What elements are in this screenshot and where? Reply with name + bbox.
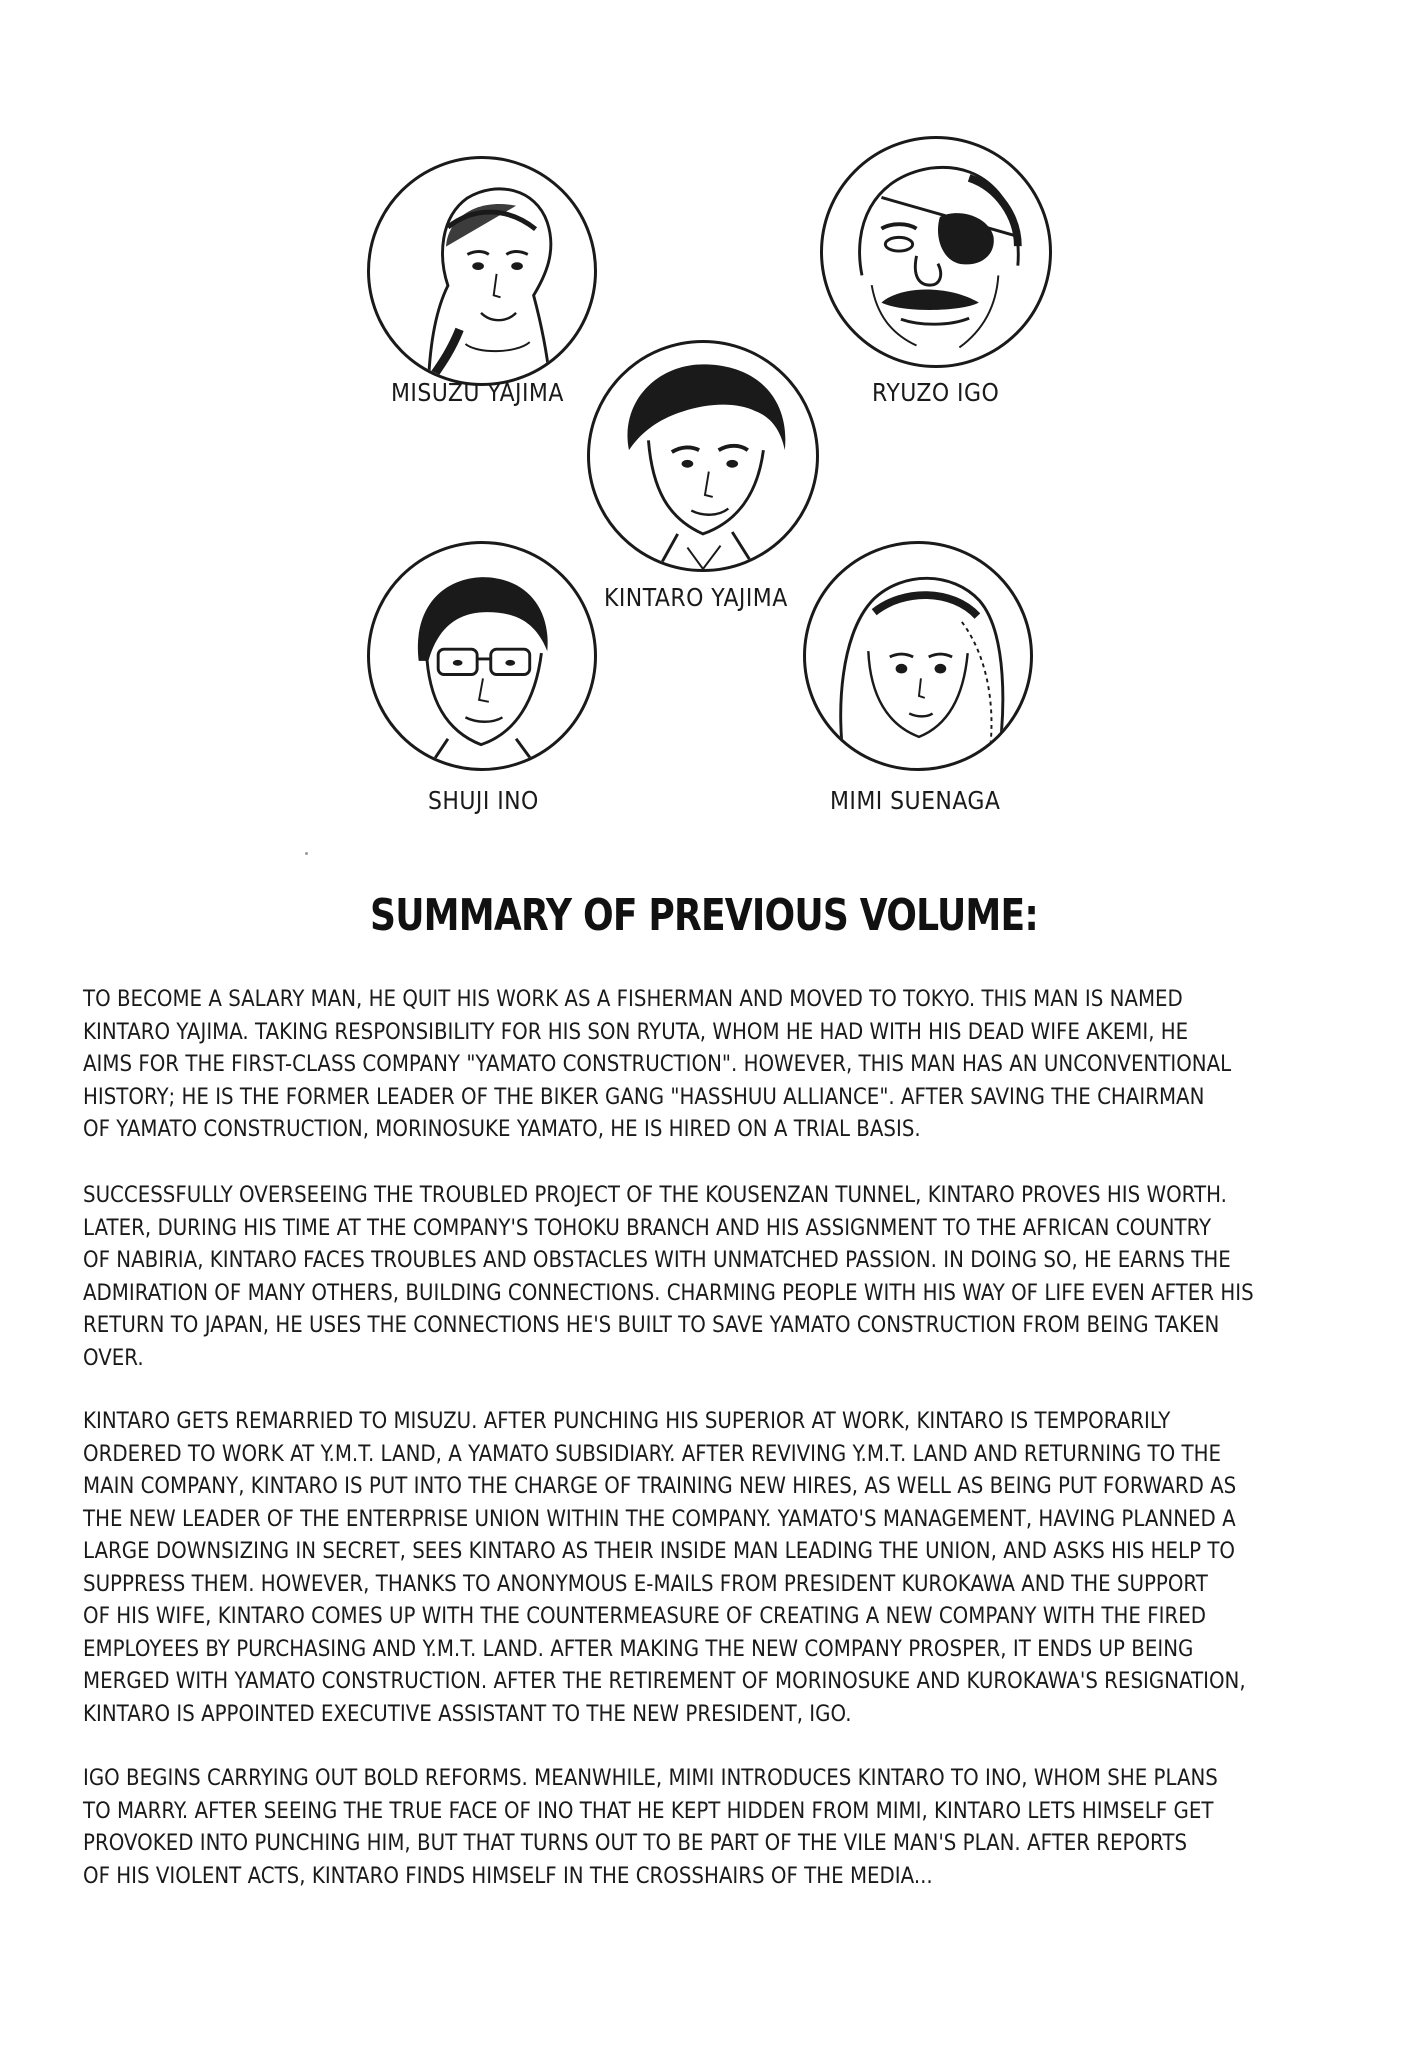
misuzu-yajima-portrait xyxy=(367,156,597,386)
summary-heading: SUMMARY OF PREVIOUS VOLUME: xyxy=(370,890,1038,941)
summary-line: THE NEW LEADER OF THE ENTERPRISE UNION WITHIN THE COMPANY. YAMATO'S MANAGEMENT, HAVING PLANNED A xyxy=(83,1505,1236,1532)
summary-line: ADMIRATION OF MANY OTHERS, BUILDING CONNECTIONS. CHARMING PEOPLE WITH HIS WAY OF LIFE EVEN AFTER HIS xyxy=(83,1279,1254,1306)
mimi-suenaga-portrait xyxy=(803,541,1033,771)
misuzu-face-drawing xyxy=(370,159,594,383)
stray-dot xyxy=(305,852,308,855)
shuji-face-drawing xyxy=(370,544,594,768)
summary-line: OF YAMATO CONSTRUCTION, MORINOSUKE YAMATO, HE IS HIRED ON A TRIAL BASIS. xyxy=(83,1116,921,1142)
summary-line: RETURN TO JAPAN, HE USES THE CONNECTIONS HE'S BUILT TO SAVE YAMATO CONSTRUCTION FROM BEING TAKEN xyxy=(83,1312,1220,1338)
summary-line: SUPPRESS THEM. HOWEVER, THANKS TO ANONYMOUS E-MAILS FROM PRESIDENT KUROKAWA AND THE SUPPORT xyxy=(83,1570,1208,1597)
summary-line: ORDERED TO WORK AT Y.M.T. LAND, A YAMATO SUBSIDIARY. AFTER REVIVING Y.M.T. LAND AND RETURNING TO THE xyxy=(83,1440,1222,1467)
kintaro-face-drawing xyxy=(590,343,816,569)
summary-line: OVER. xyxy=(83,1344,144,1371)
summary-line: MERGED WITH YAMATO CONSTRUCTION. AFTER THE RETIREMENT OF MORINOSUKE AND KUROKAWA'S RESIGNATION, xyxy=(83,1668,1246,1694)
summary-line: SUCCESSFULLY OVERSEEING THE TROUBLED PROJECT OF THE KOUSENZAN TUNNEL, KINTARO PROVES HIS WORTH. xyxy=(83,1182,1227,1208)
summary-line: OF HIS WIFE, KINTARO COMES UP WITH THE COUNTERMEASURE OF CREATING A NEW COMPANY WITH THE FIRED xyxy=(83,1603,1206,1629)
summary-line: HISTORY; HE IS THE FORMER LEADER OF THE BIKER GANG "HASSHUU ALLIANCE". AFTER SAVING THE CHAIRMAN xyxy=(83,1083,1205,1110)
summary-line: IGO BEGINS CARRYING OUT BOLD REFORMS. MEANWHILE, MIMI INTRODUCES KINTARO TO INO, WHOM SHE PLANS xyxy=(83,1765,1218,1791)
summary-paragraph-2 xyxy=(83,1179,1253,1374)
summary-line: TO MARRY. AFTER SEEING THE TRUE FACE OF INO THAT HE KEPT HIDDEN FROM MIMI, KINTARO LETS HIMSELF GET xyxy=(83,1797,1214,1824)
summary-line: EMPLOYEES BY PURCHASING AND Y.M.T. LAND. AFTER MAKING THE NEW COMPANY PROSPER, IT ENDS UP BEING xyxy=(83,1635,1194,1662)
summary-paragraph-4 xyxy=(83,1762,1253,1892)
summary-line: AIMS FOR THE FIRST-CLASS COMPANY "YAMATO CONSTRUCTION". HOWEVER, THIS MAN HAS AN UNCONVENTIONAL xyxy=(83,1051,1232,1077)
mimi-suenaga-name: MIMI SUENAGA xyxy=(830,786,1001,815)
mimi-face-drawing xyxy=(806,544,1030,768)
summary-line: LATER, DURING HIS TIME AT THE COMPANY'S TOHOKU BRANCH AND HIS ASSIGNMENT TO THE AFRICAN COUNTRY xyxy=(83,1214,1212,1241)
misuzu-yajima-name: MISUZU YAJIMA xyxy=(391,378,564,407)
kintaro-yajima-portrait xyxy=(587,340,819,572)
summary-line: MAIN COMPANY, KINTARO IS PUT INTO THE CHARGE OF TRAINING NEW HIRES, AS WELL AS BEING PUT FORWARD AS xyxy=(83,1473,1237,1499)
ryuzo-face-drawing xyxy=(823,139,1049,365)
ryuzo-igo-portrait xyxy=(820,136,1052,368)
summary-line: LARGE DOWNSIZING IN SECRET, SEES KINTARO AS THEIR INSIDE MAN LEADING THE UNION, AND ASKS HIS HELP TO xyxy=(83,1538,1236,1564)
summary-line: TO BECOME A SALARY MAN, HE QUIT HIS WORK AS A FISHERMAN AND MOVED TO TOKYO. THIS MAN IS NAMED xyxy=(83,986,1183,1012)
kintaro-yajima-name: KINTARO YAJIMA xyxy=(604,583,788,612)
summary-paragraph-1 xyxy=(83,983,1253,1146)
summary-paragraph-3 xyxy=(83,1405,1253,1730)
summary-line: KINTARO IS APPOINTED EXECUTIVE ASSISTANT TO THE NEW PRESIDENT, IGO. xyxy=(83,1700,852,1727)
summary-line: OF NABIRIA, KINTARO FACES TROUBLES AND OBSTACLES WITH UNMATCHED PASSION. IN DOING SO, HE EARNS THE xyxy=(83,1247,1231,1273)
ryuzo-igo-name: RYUZO IGO xyxy=(872,378,1000,407)
summary-line: OF HIS VIOLENT ACTS, KINTARO FINDS HIMSELF IN THE CROSSHAIRS OF THE MEDIA... xyxy=(83,1862,933,1889)
summary-line: KINTARO YAJIMA. TAKING RESPONSIBILITY FOR HIS SON RYUTA, WHOM HE HAD WITH HIS DEAD WIFE AKEMI, HE xyxy=(83,1018,1189,1045)
summary-line: PROVOKED INTO PUNCHING HIM, BUT THAT TURNS OUT TO BE PART OF THE VILE MAN'S PLAN. AFTER REPORTS xyxy=(83,1830,1188,1856)
shuji-ino-portrait xyxy=(367,541,597,771)
summary-line: KINTARO GETS REMARRIED TO MISUZU. AFTER PUNCHING HIS SUPERIOR AT WORK, KINTARO IS TEMPORARILY xyxy=(83,1408,1171,1434)
shuji-ino-name: SHUJI INO xyxy=(428,786,539,815)
